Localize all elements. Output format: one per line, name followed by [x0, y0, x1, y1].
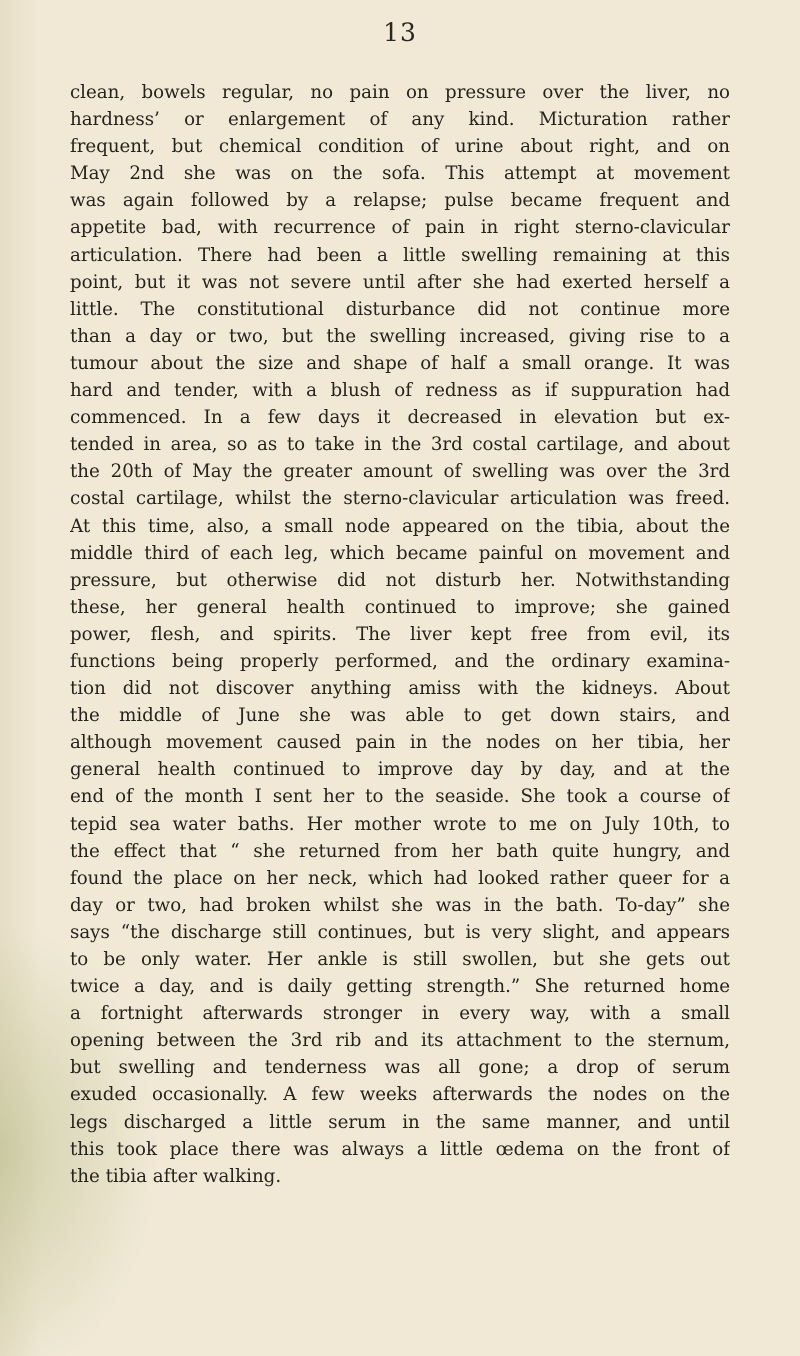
text-line: tumour about the size and shape of half a small orange. It was — [70, 352, 730, 374]
text-line: was again followed by a relapse; pulse became frequent and — [70, 190, 730, 212]
body-text — [70, 79, 730, 1190]
text-line: frequent, but chemical condition of urine about right, and on — [70, 136, 730, 158]
text-line: middle third of each leg, which became painful on movement and — [70, 542, 730, 564]
text-line: the effect that “ she returned from her bath quite hungry, and — [70, 840, 730, 862]
text-line: found the place on her neck, which had looked rather queer for a — [70, 867, 730, 889]
text-line: end of the month I sent her to the seaside. She took a course of — [70, 786, 730, 808]
text-line: general health continued to improve day by day, and at the — [70, 759, 730, 781]
text-line: exuded occasionally. A few weeks afterwards the nodes on the — [70, 1084, 730, 1106]
text-line: than a day or two, but the swelling increased, giving rise to a — [70, 325, 730, 347]
text-line: tepid sea water baths. Her mother wrote to me on July 10th, to — [70, 813, 730, 835]
text-line: legs discharged a little serum in the same manner, and until — [70, 1111, 730, 1133]
text-line: appetite bad, with recurrence of pain in right sterno-clavicular — [70, 217, 730, 239]
text-line: the tibia after walking. — [70, 1165, 282, 1187]
text-line: little. The constitutional disturbance did not continue more — [70, 298, 730, 320]
text-line: point, but it was not severe until after she had exerted herself a — [70, 271, 730, 293]
text-line: day or two, had broken whilst she was in the bath. To-day” she — [70, 894, 730, 916]
text-line: At this time, also, a small node appeared on the tibia, about the — [70, 515, 730, 537]
text-line: pressure, but otherwise did not disturb her. Notwithstanding — [70, 569, 730, 591]
text-line: hard and tender, with a blush of redness as if suppuration had — [70, 380, 730, 402]
text-line: twice a day, and is daily getting strength.” She returned home — [70, 976, 730, 998]
text-line: commenced. In a few days it decreased in elevation but ex- — [70, 407, 730, 429]
text-line: says “the discharge still continues, but is very slight, and appears — [70, 921, 730, 943]
text-line: May 2nd she was on the sofa. This attempt at movement — [70, 163, 730, 185]
text-line: this took place there was always a little œdema on the front of — [70, 1138, 730, 1160]
text-line: the 20th of May the greater amount of swelling was over the 3rd — [70, 461, 730, 483]
text-line: articulation. There had been a little swelling remaining at this — [70, 244, 730, 266]
text-line: these, her general health continued to improve; she gained — [70, 596, 730, 618]
text-line: tion did not discover anything amiss with the kidneys. About — [70, 678, 730, 700]
text-line: tended in area, so as to take in the 3rd costal cartilage, and about — [70, 434, 730, 456]
text-line: but swelling and tenderness was all gone; a drop of serum — [70, 1057, 730, 1079]
text-line: opening between the 3rd rib and its attachment to the sternum, — [70, 1030, 730, 1052]
text-line: although movement caused pain in the nodes on her tibia, her — [70, 732, 730, 754]
text-line: clean, bowels regular, no pain on pressure over the liver, no — [70, 82, 730, 103]
text-line: hardness’ or enlargement of any kind. Micturation rather — [70, 109, 730, 131]
text-line: a fortnight afterwards stronger in every way, with a small — [70, 1003, 730, 1025]
page-number: 13 — [383, 18, 417, 47]
text-line: the middle of June she was able to get down stairs, and — [70, 705, 730, 727]
text-line: power, flesh, and spirits. The liver kept free from evil, its — [70, 623, 730, 645]
text-line: to be only water. Her ankle is still swollen, but she gets out — [70, 949, 730, 970]
text-line: costal cartilage, whilst the sterno-clavicular articulation was freed. — [70, 488, 730, 510]
text-line: functions being properly performed, and the ordinary examina- — [70, 650, 730, 672]
